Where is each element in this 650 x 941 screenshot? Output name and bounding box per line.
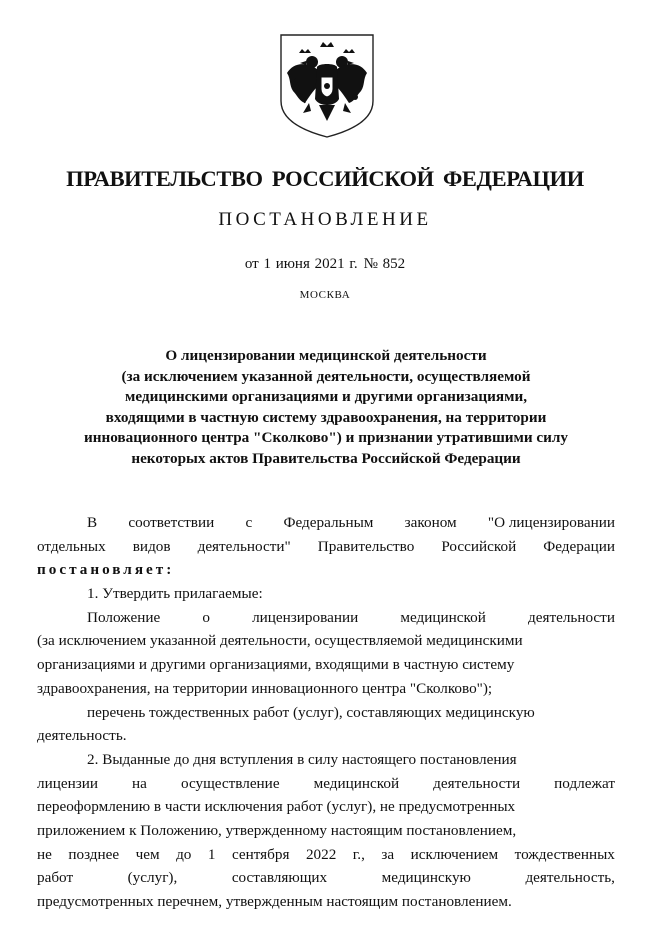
document-type: ПОСТАНОВЛЕНИЕ: [218, 209, 432, 230]
body-line: [37, 629, 615, 653]
body-word: (услуг),: [127, 869, 178, 887]
body-word: законом: [404, 514, 457, 531]
body-word: сентября: [231, 845, 290, 863]
body-word: чем: [135, 845, 160, 863]
body-word: отдельных: [37, 537, 106, 555]
item-1-title: 1. Утвердить прилагаемые:: [87, 585, 263, 603]
body-word: позднее: [68, 845, 120, 863]
subject-line: входящими в частную систему здравоохранения, на территории: [105, 408, 547, 426]
subject-line: некоторых актов Правительства Российской Федерации: [131, 449, 521, 467]
body-word: В: [87, 514, 98, 531]
decree-word-line: [37, 558, 615, 582]
russian-coat-of-arms-icon: [279, 33, 375, 139]
body-word: лицензии: [37, 774, 98, 792]
subject-line: (за исключением указанной деятельности, осуществляемой: [121, 367, 531, 385]
body-word: не: [37, 845, 52, 863]
document-city: МОСКВА: [299, 289, 351, 301]
body-word: медицинской: [400, 608, 486, 626]
body-line: [37, 772, 615, 796]
body-word: 2022: [305, 845, 337, 863]
body-line: [37, 819, 615, 843]
body-word: медицинскую: [381, 869, 471, 887]
body-word: Российской: [441, 537, 517, 555]
body-word: г.,: [352, 845, 365, 863]
body-word: приложением к Положению, утвержденному настоящим постановлением,: [37, 821, 517, 839]
body-word: тождественных: [514, 845, 615, 863]
government-title: ПРАВИТЕЛЬСТВО РОССИЙСКОЙ ФЕДЕРАЦИИ: [66, 166, 584, 191]
body-line: здравоохранения, на территории инновационного центра "Сколково");: [37, 679, 493, 697]
body-word: соответствии: [128, 514, 215, 531]
body-word: на: [132, 774, 147, 792]
body-word: деятельности: [528, 608, 615, 626]
body-word: переоформлению в части исключения работ (услуг), не предусмотренных: [37, 798, 516, 816]
body-line: деятельность.: [37, 727, 127, 745]
body-line: [37, 606, 615, 630]
body-word: Федерации: [543, 537, 615, 555]
body-word: деятельности": [197, 537, 291, 555]
body-line: [37, 748, 615, 772]
body-word: лицензировании: [252, 608, 359, 626]
body-word: до: [176, 845, 192, 863]
body-line: предусмотренных перечнем, утвержденным настоящим постановлением.: [37, 893, 512, 910]
body-word: осуществление: [180, 774, 280, 792]
body-word: исключением: [410, 845, 499, 863]
body-word: медицинской: [313, 774, 400, 792]
body-word: организациями и другими организациями, входящими в частную систему: [37, 656, 515, 674]
document-body: [37, 511, 615, 914]
document-date: от 1 июня 2021 г.: [244, 256, 358, 272]
body-word: о: [202, 608, 210, 626]
body-line: [37, 843, 615, 867]
body-word: деятельности: [433, 774, 521, 792]
body-word: "О лицензировании: [487, 514, 615, 531]
body-word: видов: [132, 537, 171, 555]
subject-line: О лицензировании медицинской деятельности: [165, 347, 487, 364]
body-word: Федеральным: [283, 514, 374, 531]
body-word: за: [381, 845, 395, 863]
body-line: [37, 535, 615, 559]
body-word: с: [245, 514, 253, 531]
body-line: перечень тождественных работ (услуг), составляющих медицинскую: [87, 703, 535, 721]
body-word: подлежат: [554, 774, 615, 792]
body-line: [37, 866, 615, 890]
decree-word: постановляет:: [37, 561, 175, 579]
body-word: деятельность,: [525, 869, 615, 887]
body-word: (за исключением указанной деятельности, осуществляемой медицинскими: [37, 632, 523, 650]
document-date-line: [0, 256, 650, 273]
subject-line: инновационного центра "Сколково") и признании утратившими силу: [83, 429, 569, 447]
body-line: [37, 653, 615, 677]
document-number: № 852: [363, 256, 406, 272]
body-line: [37, 795, 615, 819]
body-word: работ: [37, 869, 74, 887]
body-word: Правительство: [317, 537, 415, 555]
body-word: 1: [207, 845, 216, 863]
body-word: 2. Выданные до дня вступления в силу настоящего постановления: [87, 750, 517, 768]
body-word: Положение: [87, 608, 161, 626]
body-word: составляющих: [231, 869, 328, 887]
body-line: [37, 511, 615, 535]
document-subject: [36, 346, 616, 470]
subject-line: медицинскими организациями и другими организациями,: [125, 388, 527, 406]
